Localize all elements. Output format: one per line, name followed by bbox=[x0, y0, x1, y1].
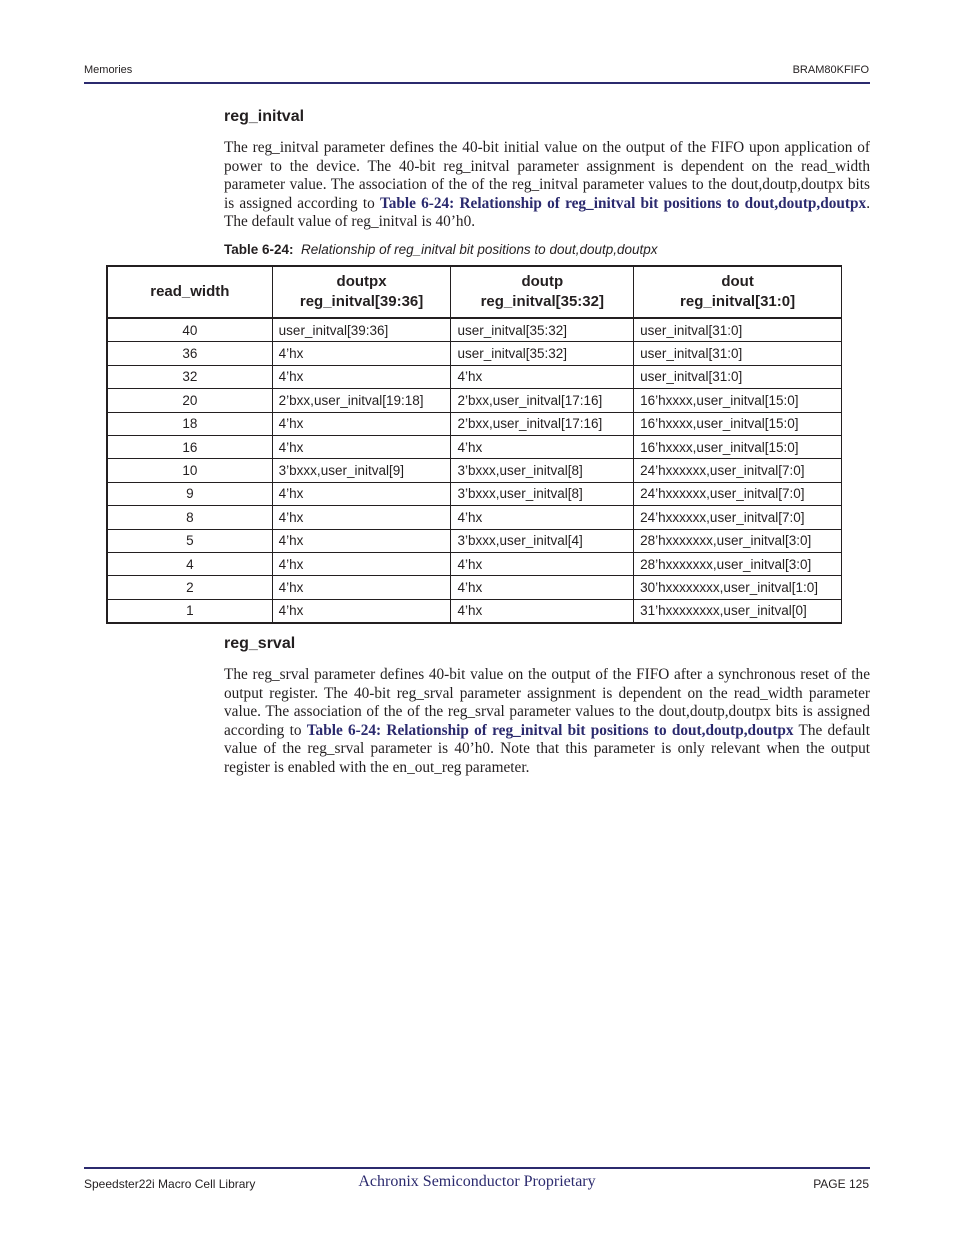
table-cell: 20 bbox=[107, 389, 272, 412]
table-row bbox=[107, 506, 842, 529]
table-cell: 28’hxxxxxxx,user_initval[3:0] bbox=[634, 529, 842, 552]
running-header-left: Memories bbox=[84, 64, 133, 76]
table-cell: user_initval[35:32] bbox=[451, 342, 634, 365]
table-cell: user_initval[31:0] bbox=[634, 318, 842, 342]
table-body bbox=[107, 318, 842, 623]
table-cell: 16’hxxxx,user_initval[15:0] bbox=[634, 435, 842, 458]
table-cell: 18 bbox=[107, 412, 272, 435]
table-cell: 4’hx bbox=[272, 599, 451, 623]
table-cell: 2’bxx,user_initval[17:16] bbox=[451, 412, 634, 435]
running-header-right: BRAM80KFIFO bbox=[792, 64, 869, 76]
table-cell: 16 bbox=[107, 435, 272, 458]
table-cell: 10 bbox=[107, 459, 272, 482]
table-row bbox=[107, 576, 842, 599]
footer-page-number: PAGE 125 bbox=[813, 1177, 869, 1191]
table-cell: 2’bxx,user_initval[19:18] bbox=[272, 389, 451, 412]
table-header-row bbox=[107, 266, 842, 318]
table-row bbox=[107, 342, 842, 365]
paragraph-text: . The default value of reg_initval is 40’h0. bbox=[224, 194, 871, 231]
table-cell: 32 bbox=[107, 365, 272, 388]
table-cross-reference-link[interactable]: Table 6-24: Relationship of reg_initval bit positions to dout,doutp,doutpx bbox=[306, 721, 794, 739]
table-row bbox=[107, 365, 842, 388]
table-caption-text: Relationship of reg_initval bit positions to dout,doutp,doutpx bbox=[301, 242, 658, 257]
table-caption bbox=[224, 242, 658, 257]
table-cell: 4 bbox=[107, 552, 272, 575]
table-row bbox=[107, 389, 842, 412]
table-cell: user_initval[31:0] bbox=[634, 342, 842, 365]
column-header-doutp: doutp reg_initval[35:32] bbox=[451, 266, 634, 318]
table-cell: user_initval[31:0] bbox=[634, 365, 842, 388]
paragraph-reg-srval bbox=[224, 666, 870, 778]
table-row bbox=[107, 459, 842, 482]
table-row bbox=[107, 412, 842, 435]
table-cell: 8 bbox=[107, 506, 272, 529]
table-cell: 30’hxxxxxxxx,user_initval[1:0] bbox=[634, 576, 842, 599]
table-cell: 3’bxxx,user_initval[8] bbox=[451, 482, 634, 505]
table-cell: 24’hxxxxxx,user_initval[7:0] bbox=[634, 482, 842, 505]
table-row bbox=[107, 482, 842, 505]
table-cell: 4’hx bbox=[272, 482, 451, 505]
table-cell: 2’bxx,user_initval[17:16] bbox=[451, 389, 634, 412]
table-cell: 4’hx bbox=[272, 576, 451, 599]
header-rule bbox=[84, 82, 870, 84]
table-cell: 4’hx bbox=[451, 552, 634, 575]
table-cell: 4’hx bbox=[272, 506, 451, 529]
table-cell: 4’hx bbox=[451, 599, 634, 623]
reg-initval-table bbox=[106, 265, 842, 624]
table-row bbox=[107, 552, 842, 575]
table-cell: 36 bbox=[107, 342, 272, 365]
table-cell: 9 bbox=[107, 482, 272, 505]
column-header-read-width: read_width bbox=[107, 266, 272, 318]
footer-proprietary-notice: Achronix Semiconductor Proprietary bbox=[358, 1173, 596, 1190]
column-header-dout: dout reg_initval[31:0] bbox=[634, 266, 842, 318]
section-heading-reg-srval: reg_srval bbox=[224, 635, 296, 652]
table-cell: 4’hx bbox=[272, 365, 451, 388]
table-cell: 3’bxxx,user_initval[9] bbox=[272, 459, 451, 482]
table-cell: 4’hx bbox=[451, 506, 634, 529]
table-cell: 24’hxxxxxx,user_initval[7:0] bbox=[634, 506, 842, 529]
table-row bbox=[107, 599, 842, 623]
table-row bbox=[107, 318, 842, 342]
table-cell: user_initval[35:32] bbox=[451, 318, 634, 342]
table-cell: 16’hxxxx,user_initval[15:0] bbox=[634, 389, 842, 412]
table-cell: 28’hxxxxxxx,user_initval[3:0] bbox=[634, 552, 842, 575]
table-row bbox=[107, 529, 842, 552]
paragraph-text: The reg_srval parameter defines 40-bit value on the output of the FIFO after a synchronous reset of the output register. The 40-bit reg_srval parameter assignment is dependent on the read_width parameter value. The association of the of the reg_srval parameter values to the dout,doutp,doutpx bits is assigned according to bbox=[224, 666, 870, 739]
table-cell: 31’hxxxxxxxx,user_initval[0] bbox=[634, 599, 842, 623]
table-cell: 4’hx bbox=[272, 412, 451, 435]
table-cell: 1 bbox=[107, 599, 272, 623]
table-cell: 4’hx bbox=[272, 552, 451, 575]
footer-document-title: Speedster22i Macro Cell Library bbox=[84, 1177, 256, 1191]
table-row bbox=[107, 435, 842, 458]
paragraph-text: The reg_initval parameter defines the 40-bit initial value on the output of the FIFO upon application of power to the device. The 40-bit reg_initval parameter assignment is dependent on the read_width parameter value. The association of the of the reg_initval parameter values to the dout,doutp,doutpx bits is assigned according to bbox=[224, 139, 870, 212]
table-cross-reference-link[interactable]: Table 6-24: Relationship of reg_initval bit positions to dout,doutp,doutpx bbox=[379, 194, 867, 212]
table-cell: 5 bbox=[107, 529, 272, 552]
table-cell: 16’hxxxx,user_initval[15:0] bbox=[634, 412, 842, 435]
table-cell: 3’bxxx,user_initval[8] bbox=[451, 459, 634, 482]
table-cell: 24’hxxxxxx,user_initval[7:0] bbox=[634, 459, 842, 482]
footer-rule bbox=[84, 1167, 870, 1169]
table-cell: user_initval[39:36] bbox=[272, 318, 451, 342]
table-cell: 3’bxxx,user_initval[4] bbox=[451, 529, 634, 552]
section-heading-reg-initval: reg_initval bbox=[224, 108, 305, 125]
table-cell: 4’hx bbox=[272, 342, 451, 365]
table-caption-label: Table 6-24: bbox=[224, 242, 294, 257]
table-cell: 4’hx bbox=[272, 529, 451, 552]
table-cell: 4’hx bbox=[451, 435, 634, 458]
column-header-doutpx: doutpx reg_initval[39:36] bbox=[272, 266, 451, 318]
paragraph-text: The default value of the reg_srval parameter is 40’h0. Note that this parameter is only relevant when the output register is enabled with the en_out_reg parameter. bbox=[224, 721, 871, 776]
table-cell: 40 bbox=[107, 318, 272, 342]
table-cell: 4’hx bbox=[451, 576, 634, 599]
paragraph-reg-initval bbox=[224, 139, 870, 232]
table-cell: 2 bbox=[107, 576, 272, 599]
table-cell: 4’hx bbox=[451, 365, 634, 388]
table-cell: 4’hx bbox=[272, 435, 451, 458]
